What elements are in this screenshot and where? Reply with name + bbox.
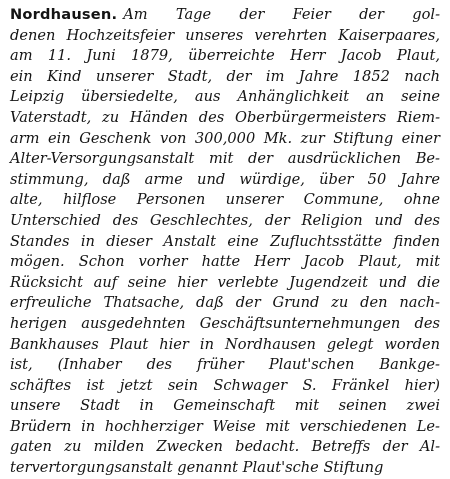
article-line (10, 5, 440, 26)
article-line: Vaterstadt, zu Händen des Oberbürgermeisters Riem- (10, 108, 440, 126)
article-line: schäftes ist jetzt sein Schwager S. Fränkel hier) (10, 376, 440, 394)
article-line: herigen ausgedehnten Geschäftsunternehmungen des (10, 314, 440, 332)
article-line: mögen. Schon vorher hatte Herr Jacob Plaut, mit (10, 253, 440, 271)
article-body (10, 5, 440, 479)
article-line: Alter-Versorgungsanstalt mit der ausdrücklichen Be- (10, 150, 440, 168)
article-line: denen Hochzeitsfeier unseres verehrten Kaiserpaares, (10, 26, 440, 44)
place-heading: Nordhausen. (10, 6, 118, 23)
article-line: arm ein Geschenk von 300,000 Mk. zur Stiftung einer (10, 129, 440, 147)
article-line: Bankhauses Plaut hier in Nordhausen gelegt worden (10, 335, 440, 353)
article-line: alte, hilflose Personen unserer Commune, ohne (10, 191, 440, 209)
article-line: stimmung, daß arme und würdige, über 50 Jahre (10, 170, 440, 188)
article-line-text: Am Tage der Feier der gol- (123, 6, 440, 23)
article-line: gaten zu milden Zwecken bedacht. Betreffs der Al- (10, 438, 440, 456)
article-line: ist, (Inhaber des früher Plaut'schen Bankge- (10, 356, 440, 374)
article-line: Rücksicht auf seine hier verlebte Jugendzeit und die (10, 273, 440, 291)
article-line: ein Kind unserer Stadt, der im Jahre 1852 nach (10, 67, 440, 85)
article-line: Brüdern in hochherziger Weise mit verschiedenen Le- (10, 417, 440, 435)
article-line: tervertorgungsanstalt genannt Plaut'sche Stiftung (10, 459, 384, 477)
article-line: unsere Stadt in Gemeinschaft mit seinen zwei (10, 397, 440, 415)
article-line: Standes in dieser Anstalt eine Zufluchtsstätte finden (10, 232, 440, 250)
article-line: Unterschied des Geschlechtes, der Religion und des (10, 211, 440, 229)
article-line: erfreuliche Thatsache, daß der Grund zu den nach- (10, 294, 440, 312)
article-line: Leipzig übersiedelte, aus Anhänglichkeit an seine (10, 88, 440, 106)
article-line: am 11. Juni 1879, überreichte Herr Jacob Plaut, (10, 47, 440, 65)
